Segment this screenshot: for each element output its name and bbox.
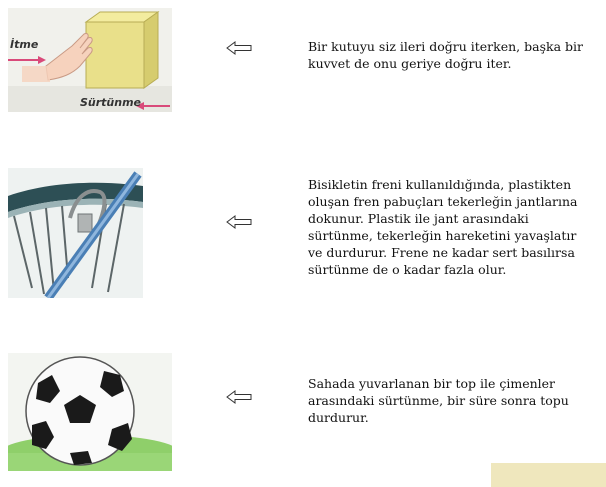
friction-label: Sürtünme <box>80 96 142 109</box>
row-pushing <box>0 0 606 120</box>
left-arrow-icon <box>226 390 252 404</box>
corner-block <box>491 463 606 487</box>
pushing-description: Bir kutuyu siz ileri doğru iterken, başka bir kuvvet de onu geriye doğru iter. <box>308 39 583 71</box>
bicycle-brake-illustration <box>8 168 143 298</box>
row-bicycle-brake <box>0 160 606 310</box>
row-soccer-ball <box>0 345 606 475</box>
soccer-ball-drawing <box>8 353 172 471</box>
bicycle-brake-description: Bisikletin freni kullanıldığında, plastikten oluşan fren pabuçları tekerleğin jantlarına dokunur. Plastik ile jant arasındaki sürtünme, tekerleğin hareketini yavaşlatır ve durdurur. Frene ne kadar sert basılırsa sürtünme de o kadar fazla olur. <box>308 177 578 277</box>
soccer-ball-description: Sahada yuvarlanan bir top ile çimenler arasındaki sürtünme, bir süre sonra topu durdurur. <box>308 376 569 425</box>
left-arrow-icon <box>226 215 252 229</box>
bicycle-brake-drawing <box>8 168 143 298</box>
soccer-ball-illustration <box>8 353 172 471</box>
box-push-illustration <box>8 8 172 112</box>
push-label: İtme <box>10 38 39 51</box>
left-arrow-icon <box>226 41 252 55</box>
